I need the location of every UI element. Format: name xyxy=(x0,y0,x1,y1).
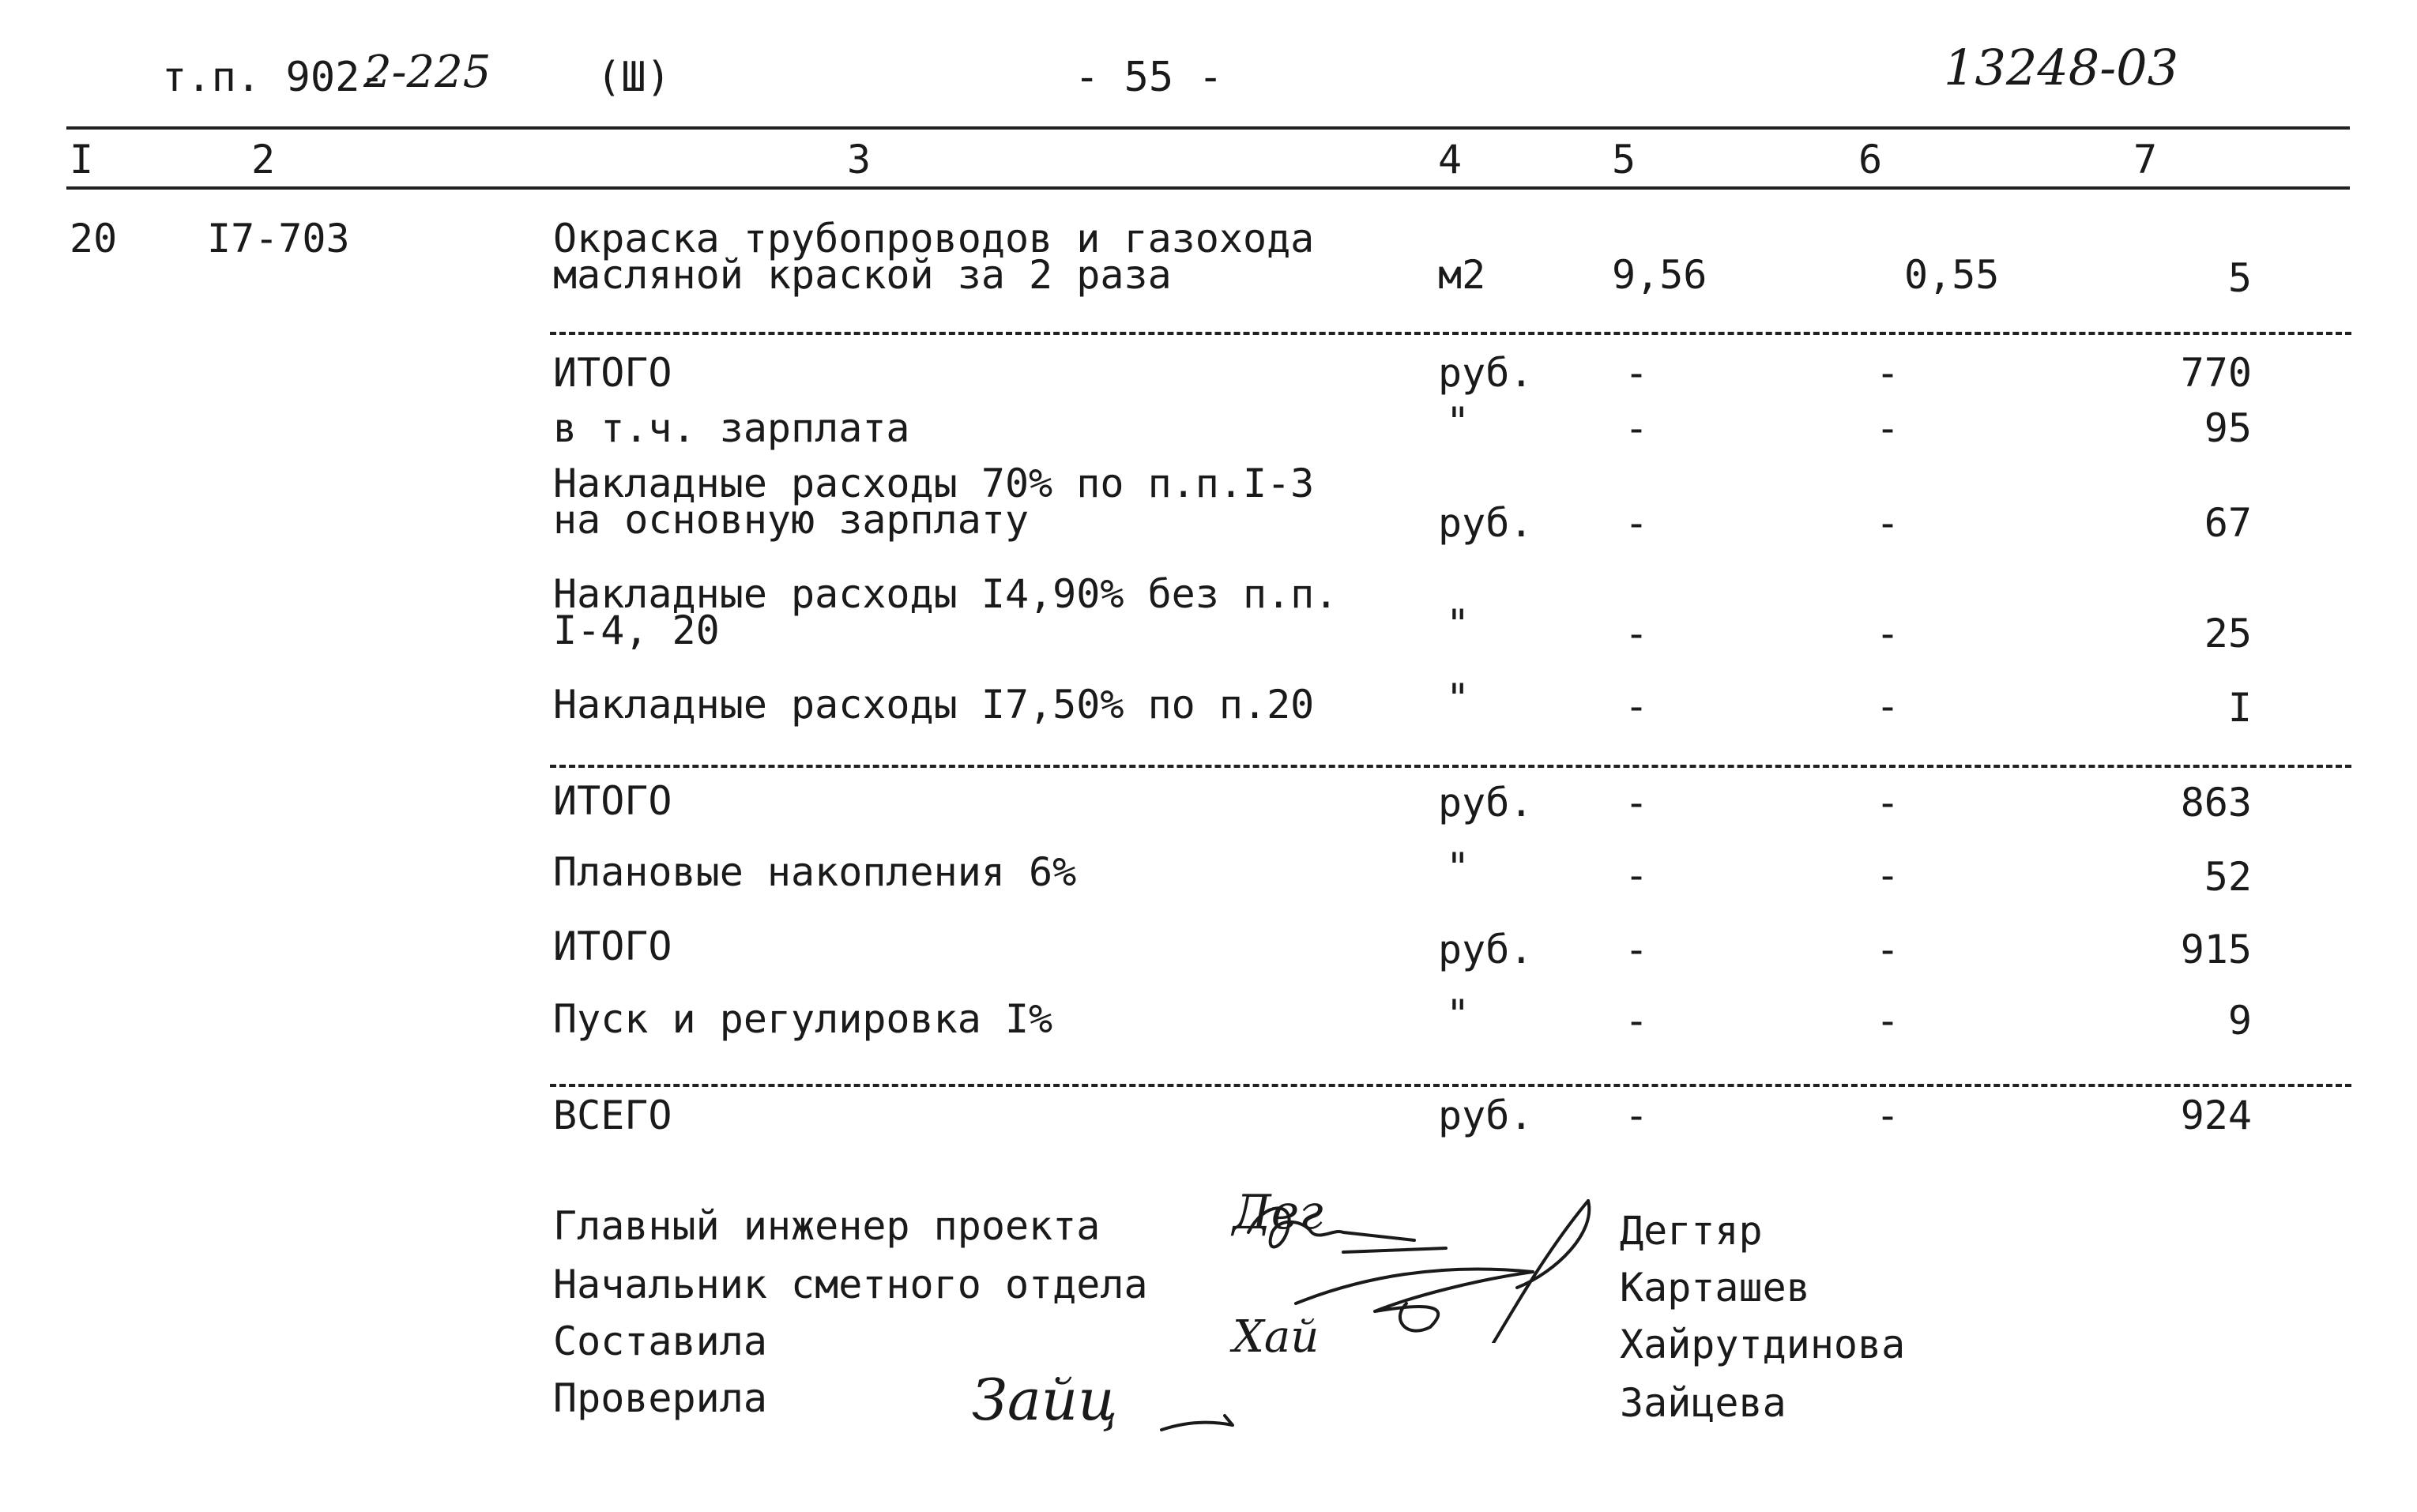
summary-amount: 915 xyxy=(2180,927,2252,972)
summary-col6: - xyxy=(1876,611,1900,656)
summary-col5: - xyxy=(1625,683,1649,729)
header-top-rule xyxy=(66,126,2350,130)
grand-total-col6: - xyxy=(1876,1093,1900,1138)
summary-col5: - xyxy=(1625,927,1649,972)
summary-col5: - xyxy=(1625,852,1649,898)
signature-role: Составила xyxy=(553,1318,767,1364)
item-description-line1: Окраска трубопроводов и газохода xyxy=(553,216,1315,261)
summary-unit: " xyxy=(1446,601,1470,647)
summary-amount: 770 xyxy=(2180,350,2252,396)
column-number-1: I xyxy=(70,137,94,182)
summary-col6: - xyxy=(1876,500,1900,546)
doc-roman-marker: (Ш) xyxy=(597,54,671,101)
column-number-5: 5 xyxy=(1612,137,1636,182)
summary-amount: 95 xyxy=(2204,405,2252,451)
divider-dashed-1 xyxy=(550,332,2351,335)
summary-label-line2: на основную зарплату xyxy=(553,497,1030,543)
grand-total-amount: 924 xyxy=(2180,1093,2252,1138)
summary-col5: - xyxy=(1625,350,1649,396)
page-number: - 55 - xyxy=(1075,54,1223,101)
summary-unit: " xyxy=(1446,399,1470,445)
handwritten-signature-dash xyxy=(1154,1398,1248,1446)
summary-label: Пуск и регулировка I% xyxy=(553,996,1053,1042)
summary-col6: - xyxy=(1876,927,1900,972)
signature-role: Главный инженер проекта xyxy=(553,1203,1101,1249)
summary-amount: 67 xyxy=(2204,500,2252,546)
summary-col6: - xyxy=(1876,405,1900,451)
handwritten-signature-text: Дег xyxy=(1233,1185,1323,1240)
item-number: 20 xyxy=(70,216,118,261)
signature-role: Начальник сметного отдела xyxy=(553,1262,1148,1307)
summary-label: Накладные расходы I4,90% без п.п. xyxy=(553,571,1338,617)
item-unit: м2 xyxy=(1438,252,1486,298)
summary-col6: - xyxy=(1876,998,1900,1044)
summary-col6: - xyxy=(1876,350,1900,396)
summary-amount: 52 xyxy=(2204,854,2252,900)
item-code: I7-703 xyxy=(207,216,350,261)
summary-unit: руб. xyxy=(1438,927,1534,972)
divider-dashed-3 xyxy=(550,1084,2351,1087)
summary-label-line2: I-4, 20 xyxy=(553,607,720,653)
summary-label: Плановые накопления 6% xyxy=(553,849,1077,895)
summary-label: ИТОГО xyxy=(553,778,672,824)
grand-total-col5: - xyxy=(1625,1093,1649,1138)
grand-total-unit: руб. xyxy=(1438,1093,1534,1138)
summary-unit: руб. xyxy=(1438,500,1534,546)
doc-prefix: т.п. 902- xyxy=(162,54,385,101)
column-number-2: 2 xyxy=(251,137,276,182)
summary-label: Накладные расходы I7,50% по п.20 xyxy=(553,682,1315,728)
column-number-3: 3 xyxy=(847,137,872,182)
summary-col5: - xyxy=(1625,500,1649,546)
item-quantity: 9,56 xyxy=(1612,252,1707,298)
summary-label: Накладные расходы 70% по п.п.I-3 xyxy=(553,461,1315,506)
item-price: 0,55 xyxy=(1904,252,2000,298)
summary-unit: " xyxy=(1446,675,1470,721)
summary-amount: 9 xyxy=(2227,998,2252,1044)
summary-unit: " xyxy=(1446,844,1470,890)
summary-unit: руб. xyxy=(1438,780,1534,826)
summary-col6: - xyxy=(1876,683,1900,729)
column-number-4: 4 xyxy=(1438,137,1463,182)
handwritten-signature-text: Зайц xyxy=(972,1367,1118,1433)
summary-unit: руб. xyxy=(1438,350,1534,396)
signature-name: Дегтяр xyxy=(1620,1208,1763,1254)
signature-name: Карташев xyxy=(1620,1265,1810,1311)
summary-label: ИТОГО xyxy=(553,923,672,969)
signature-name: Зайцева xyxy=(1620,1380,1786,1426)
summary-amount: I xyxy=(2227,685,2252,731)
doc-number-handwritten: 2-225 xyxy=(363,47,491,98)
handwritten-signature-text: Хай xyxy=(1233,1311,1320,1363)
summary-col5: - xyxy=(1625,405,1649,451)
column-number-6: 6 xyxy=(1858,137,1883,182)
signature-role: Проверила xyxy=(553,1375,767,1421)
summary-col5: - xyxy=(1625,780,1649,826)
summary-amount: 863 xyxy=(2180,780,2252,826)
summary-col6: - xyxy=(1876,852,1900,898)
summary-unit: " xyxy=(1446,991,1470,1037)
archive-code: 13248-03 xyxy=(1944,39,2179,96)
summary-col6: - xyxy=(1876,780,1900,826)
divider-dashed-2 xyxy=(550,765,2351,768)
summary-col5: - xyxy=(1625,611,1649,656)
grand-total-label: ВСЕГО xyxy=(553,1093,672,1138)
summary-label: ИТОГО xyxy=(553,350,672,396)
summary-label: в т.ч. зарплата xyxy=(553,405,910,451)
signature-name: Хайрутдинова xyxy=(1620,1322,1906,1367)
item-description-line2: масляной краской за 2 раза xyxy=(553,252,1172,298)
summary-col5: - xyxy=(1625,998,1649,1044)
summary-amount: 25 xyxy=(2204,611,2252,656)
item-total: 5 xyxy=(2227,255,2252,301)
column-header-bottom-rule xyxy=(66,186,2350,190)
column-number-7: 7 xyxy=(2133,137,2158,182)
